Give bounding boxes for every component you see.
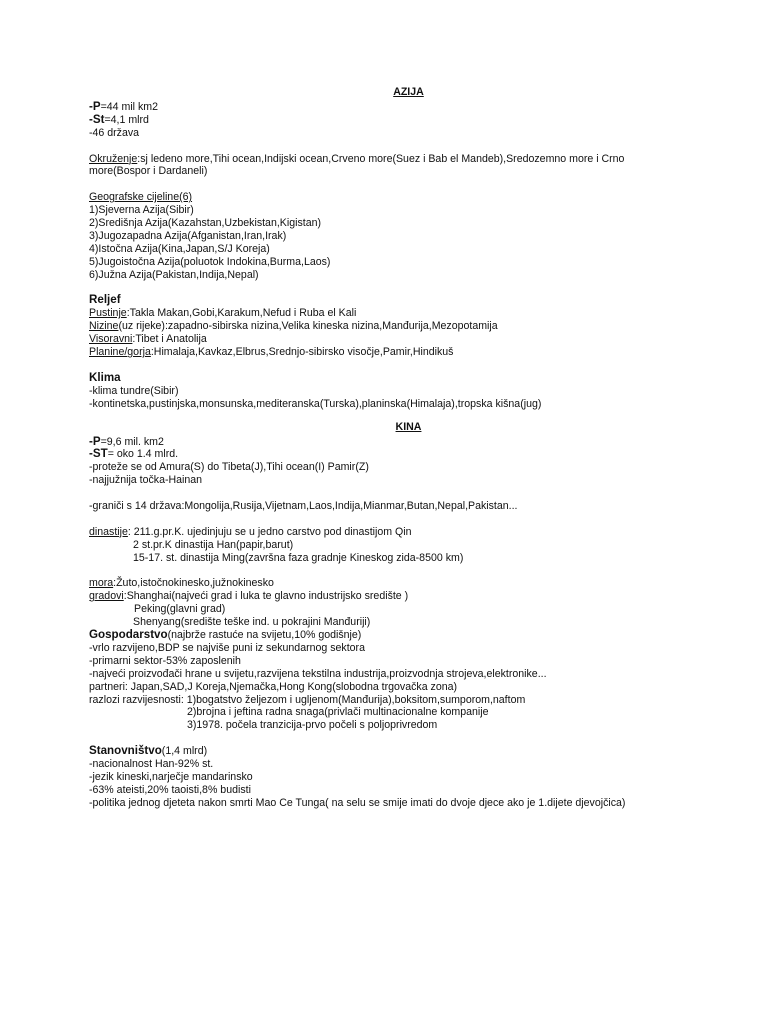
klima-item: -klima tundre(Sibir) <box>89 384 179 397</box>
gradovi-line: Peking(glavni grad) <box>134 603 226 616</box>
razlozi-line: 2)brojna i jeftina radna snaga(privlači multinacionalne kompanije <box>187 706 489 719</box>
cjeline-heading: Geografske cijeline(6) <box>89 191 193 204</box>
gradovi-line: Shenyang(središte teške ind. u pokrajini Manđuriji) <box>133 616 371 629</box>
kina-fact-population: -ST= oko 1.4 mlrd. <box>89 447 179 461</box>
dinastije-line: 2 st.pr.K dinastija Han(papir,barut) <box>133 538 294 551</box>
klima-item: -kontinetska,pustinjska,monsunska,mediteranska(Turska),planinska(Himalaja),tropska kišna(jug) <box>89 397 542 410</box>
azija-fact-states: -46 država <box>89 126 140 139</box>
stanovnistvo-item: -jezik kineski,narječje mandarinsko <box>89 771 253 783</box>
cjelina-item: 4)Istočna Azija(Kina,Japan,S/J Koreja) <box>89 242 270 255</box>
azija-title: AZIJA <box>393 86 424 98</box>
stanovnistvo-item: -63% ateisti,20% taoisti,8% budisti <box>89 783 251 796</box>
azija-fact-population: -St=4,1 mlrd <box>89 112 149 126</box>
gospodarstvo-item: -vrlo razvijeno,BDP se najviše puni iz sekundarnog sektora <box>89 641 365 654</box>
mora-line: mora:Žuto,istočnokinesko,južnokinesko <box>89 577 274 590</box>
azija-fact-area: -P=44 mil km2 <box>89 99 158 113</box>
kina-line: -proteže se od Amura(S) do Tibeta(J),Tihi ocean(I) Pamir(Z) <box>89 461 369 474</box>
gospodarstvo-heading-line: Gospodarstvo(najbrže rastuće na svijetu,10% godišnje) <box>89 628 362 642</box>
cjelina-item: 3)Jugozapadna Azija(Afganistan,Iran,Irak) <box>89 229 287 242</box>
cjelina-item: 2)Središnja Azija(Kazahstan,Uzbekistan,Kigistan) <box>89 217 322 230</box>
kina-line: -najjužnija točka-Hainan <box>89 474 203 487</box>
kina-title: KINA <box>395 420 422 433</box>
klima-heading: Klima <box>89 370 121 384</box>
razlozi-line: 3)1978. počela tranzicija-prvo počeli s poljoprivredom <box>187 719 438 732</box>
razlozi-line: razlozi razvijesnosti: 1)bogatstvo željezom i ugljenom(Manđurija),boksitom,sumporom,naftom <box>89 693 526 706</box>
granici-line: -graniči s 14 država:Mongolija,Rusija,Vijetnam,Laos,Indija,Mianmar,Butan,Nepal,Pakistan... <box>89 500 518 513</box>
reljef-item: Visoravni:Tibet i Anatolija <box>89 333 207 346</box>
okruzenje-line-2: more(Bospor i Dardaneli) <box>89 165 208 178</box>
cjelina-item: 1)Sjeverna Azija(Sibir) <box>89 204 194 217</box>
stanovnistvo-item: -nacionalnost Han-92% st. <box>89 758 214 771</box>
gradovi-line: gradovi:Shanghai(najveći grad i luka te glavno industrijsko središte ) <box>89 590 409 603</box>
stanovnistvo-item: -politika jednog djeteta nakon smrti Mao Ce Tunga( na selu se smije imati do dvoje djece ako je 1.dijete djevojčica) <box>89 796 626 809</box>
gospodarstvo-item: partneri: Japan,SAD,J Koreja,Njemačka,Hong Kong(slobodna trgovačka zona) <box>89 680 458 693</box>
reljef-item: Nizine(uz rijeke):zapadno-sibirska nizina,Velika kineska nizina,Manđurija,Mezopotamija <box>89 320 498 333</box>
gospodarstvo-item: -primarni sektor-53% zaposlenih <box>89 654 241 667</box>
dinastije-line: dinastije: 211.g.pr.K. ujedinjuju se u jedno carstvo pod dinastijom Qin <box>89 525 412 538</box>
cjelina-item: 5)Jugoistočna Azija(poluotok Indokina,Burma,Laos) <box>89 255 331 268</box>
kina-fact-area: -P=9,6 mil. km2 <box>89 434 164 448</box>
reljef-item: Pustinje:Takla Makan,Gobi,Karakum,Nefud i Ruba el Kali <box>89 307 357 320</box>
reljef-item: Planine/gorja:Himalaja,Kavkaz,Elbrus,Srednjo-sibirsko visočje,Pamir,Hindikuš <box>89 346 454 359</box>
gospodarstvo-item: -najveći proizvođači hrane u svijetu,razvijena tekstilna industrija,proizvodnja strojeva,elektronike... <box>89 667 547 680</box>
reljef-heading: Reljef <box>89 293 121 307</box>
dinastije-line: 15-17. st. dinastija Ming(završna faza gradnje Kineskog zida-8500 km) <box>133 551 464 564</box>
stanovnistvo-heading-line: Stanovništvo(1,4 mlrd) <box>89 744 208 758</box>
cjelina-item: 6)Južna Azija(Pakistan,Indija,Nepal) <box>89 268 259 281</box>
okruzenje-line: Okruženje:sj ledeno more,Tihi ocean,Indijski ocean,Crveno more(Suez i Bab el Mandeb),Sredozemno more i Crno <box>89 152 625 165</box>
